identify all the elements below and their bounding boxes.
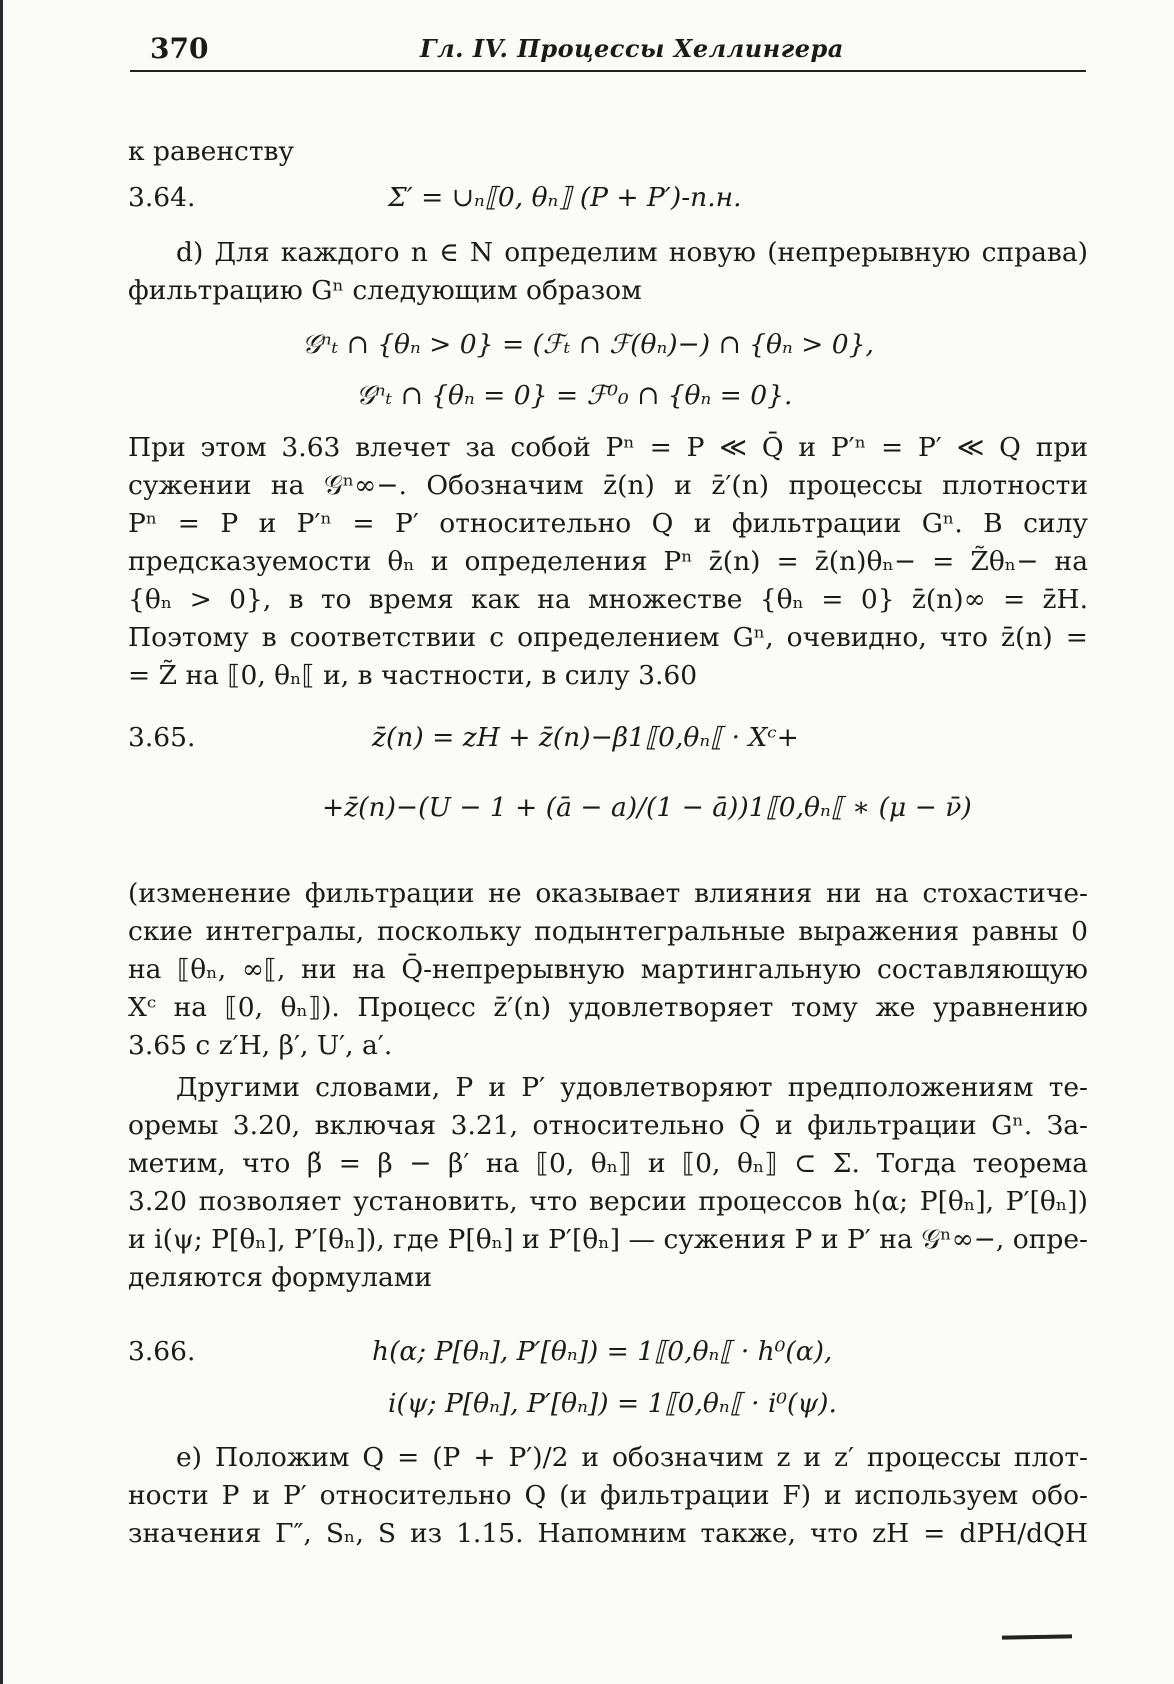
- text-line: на ⟦θₙ, ∞⟦, ни на Q̄-непрерывную мартингальную составляющую: [128, 954, 1088, 985]
- text-line: При этом 3.63 влечет за собой Pⁿ = P ≪ Q̄ и P′ⁿ = P′ ≪ Q при: [128, 432, 1088, 463]
- text-line: (изменение фильтрации не оказывает влияния ни на стохастиче-: [128, 878, 1088, 909]
- text-line: и i(ψ; P[θₙ], P′[θₙ]), где P[θₙ] и P′[θₙ] — сужения P и P′ на 𝒢ⁿ∞−, опре-: [128, 1224, 1088, 1255]
- text-line: Поэтому в соответствии с определением Gⁿ, очевидно, что z̄(n) =: [128, 622, 1088, 653]
- bottom-rule: [1002, 1634, 1072, 1639]
- text-line: d) Для каждого n ∈ N определим новую (непрерывную справа): [176, 237, 1088, 268]
- text-line: фильтрацию Gⁿ следующим образом: [128, 275, 642, 306]
- page-number: 370: [150, 32, 209, 65]
- equation-3-64: Σ′ = ∪ₙ⟦0, θₙ⟧ (P + P′)-п.н.: [388, 182, 742, 213]
- equation-number: 3.65.: [128, 722, 196, 753]
- text-line: метим, что β̃ = β − β′ на ⟦0, θₙ⟧ и ⟦0, θₙ⟧ ⊂ Σ. Тогда теорема: [128, 1148, 1088, 1179]
- text-line: = Z̃ на ⟦0, θₙ⟦ и, в частности, в силу 3.60: [128, 660, 698, 691]
- filtration-equation-1: 𝒢ⁿₜ ∩ {θₙ > 0} = (ℱₜ ∩ ℱ(θₙ)−) ∩ {θₙ > 0},: [302, 329, 874, 360]
- text-line: ности P и P′ относительно Q (и фильтрации F) и используем обо-: [128, 1480, 1088, 1511]
- text-line: к равенству: [128, 136, 295, 167]
- text-line: предсказуемости θₙ и определения Pⁿ z̄(n) = z̄(n)θₙ− = Z̃θₙ− на: [128, 546, 1088, 577]
- text-line: деляются формулами: [128, 1262, 433, 1293]
- text-line: сужении на 𝒢ⁿ∞−. Обозначим z̄(n) и z̄′(n) процессы плотности: [128, 470, 1088, 501]
- header-rule: [130, 70, 1086, 72]
- equation-number: 3.66.: [128, 1336, 196, 1367]
- text-line: Xᶜ на ⟦0, θₙ⟧). Процесс z̄′(n) удовлетворяет тому же уравнению: [128, 992, 1088, 1023]
- text-line: Другими словами, P и P′ удовлетворяют предположениям те-: [176, 1072, 1088, 1103]
- equation-3-65-line2: +z̄(n)−(U − 1 + (ā − a)/(1 − ā))1⟦0,θₙ⟦ ∗ (μ − ν̄): [322, 792, 972, 823]
- text-line: Pⁿ = P и P′ⁿ = P′ относительно Q и фильтрации Gⁿ. В силу: [128, 508, 1088, 539]
- text-line: e) Положим Q = (P + P′)/2 и обозначим z и z′ процессы плот-: [176, 1442, 1088, 1473]
- scan-edge: [0, 0, 3, 1684]
- equation-number: 3.64.: [128, 182, 196, 213]
- text-line: значения Γ″, Sₙ, S из 1.15. Напомним также, что zH = dPH/dQH: [128, 1518, 1088, 1549]
- equation-3-66-line1: h(α; P[θₙ], P′[θₙ]) = 1⟦0,θₙ⟦ · h⁰(α),: [372, 1336, 833, 1367]
- text-line: оремы 3.20, включая 3.21, относительно Q̄ и фильтрации Gⁿ. За-: [128, 1110, 1088, 1141]
- text-line: 3.65 с z′H, β′, U′, a′.: [128, 1030, 393, 1061]
- page-header: [128, 32, 1078, 72]
- equation-3-66-line2: i(ψ; P[θₙ], P′[θₙ]) = 1⟦0,θₙ⟦ · i⁰(ψ).: [388, 1388, 837, 1419]
- text-line: {θₙ > 0}, в то время как на множестве {θₙ = 0} z̄(n)∞ = z̄H.: [128, 584, 1088, 615]
- equation-3-65-line1: z̄(n) = zH + z̄(n)−β1⟦0,θₙ⟦ · Xᶜ+: [372, 722, 799, 753]
- text-line: ские интегралы, поскольку подынтегральные выражения равны 0: [128, 916, 1088, 947]
- running-title: Гл. IV. Процессы Хеллингера: [420, 34, 844, 63]
- text-line: 3.20 позволяет установить, что версии процессов h(α; P[θₙ], P′[θₙ]): [128, 1186, 1088, 1217]
- filtration-equation-2: 𝒢ⁿₜ ∩ {θₙ = 0} = ℱ⁰₀ ∩ {θₙ = 0}.: [356, 380, 793, 411]
